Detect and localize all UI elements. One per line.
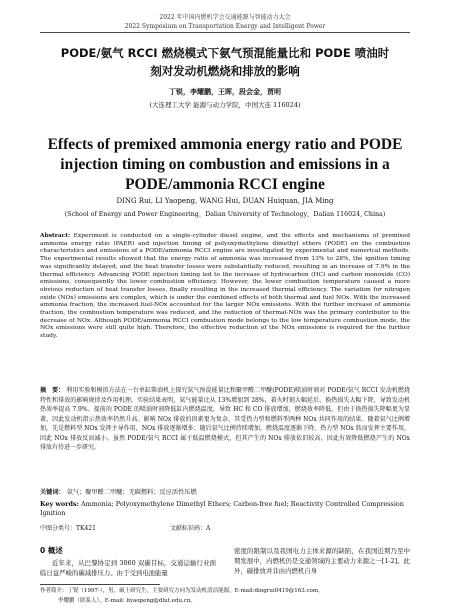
en-authors: DING Rui, LI Yaopeng, WANG Hui, DUAN Huiquan, JIA Ming <box>116 197 334 205</box>
en-title-line3: PODE/ammonia RCCI engine <box>125 176 325 193</box>
keywords-zh <box>40 489 410 497</box>
abstract-zh <box>40 386 410 453</box>
keywords-en-text: Ammonia; Polyoxymethylene Dimethyl Ethers; Carbon-free fuel; Reactivity Controlled Compression Ignition <box>40 500 404 517</box>
zh-affiliation: (大连理工大学 能源与动力学院，中国大连 116024) <box>149 101 301 109</box>
abstract-en-text: Experiment is conducted on a single-cylinder diesel engine, and the effects and mechanisms of premixed ammonia energy ratio (PAER) and injection timing of polyoxymethylene dimethyl ethers (PODE) on the combustion characteristics and emissions of a PODE/ammonia RCCI engine are investigated by experimental and numerical methods. The experimental results showed that the energy ratio of ammonia was increased from 13% to 28%, the ignition timing was significantly delayed, and the heat transfer losses were substantially reduced, resulting in an increase of 7.9% in the thermal efficiency. Advancing PODE injection timing led to the increase of hydrocarbon (HC) and carbon monoxide (CO) emissions, consequently the lower combustion efficiency. However, the lower combustion temperature caused a more obvious reduction of heat transfer losses, finally resulting in the increased thermal efficiency. The variation for nitrogen oxide (NOx) emissions are complex, which is under the combined effects of both thermal and fuel NOx. With the increased ammonia fraction, the increased fuel-NOx accounted for the larger NOx emissions. With the further increase of ammonia fraction, the combustion temperature was reduced, and the reduction of thermal-NOx was the primary contributor to the decrease of NOx. Although PODE/ammonia RCCI combustion mode belongs to the low temperature combustion mode, the NOx emissions were still quite high. Therefore, the effective reduction of the NOx emissions is required for the further study. <box>40 233 411 340</box>
left-column-text: 近年来，从巴黎协定到 3060 双碳目标，交通运输行业面临日益严峻的碳减排压力。由于受到电池能量 <box>40 559 216 577</box>
zh-authors: 丁锐，李耀鹏，王晖，段会金，贾明 <box>169 88 281 96</box>
keywords-en <box>40 500 410 518</box>
footnote-contact: 李耀鹏（联系人），E-mail: liyaopeng@dlut.edu.cn。 <box>58 598 196 604</box>
running-header-en: 2022 Symposium on Transportation Energy and Intelligent Power <box>124 23 326 30</box>
running-header-zh: 2022 年中国内燃机学会交通能源与智能动力大会 <box>159 14 291 21</box>
clc-number: 中图分类号：TK421 <box>40 525 96 532</box>
keywords-en-label: Key words: <box>40 500 79 508</box>
abstract-zh-text: 利用实验和模拟方法在一台单缸柴油机上探究氨气预混能量比和聚甲醛二甲醚(PODE)喷油时刻对 PODE/氨气 RCCI 发动机燃烧特性和排放的影响规律及作用机理。实验结果表明，氨气能量比从 13%增加到 28%，着火时刻大幅延后，换热损失大幅下降，导致发动机热效率提高 7.9%。提前的 PODE 的喷油时刻降低缸内燃烧温度，导致 HC 和 CO 排放增加，燃烧效率降低，但由于换热损失降幅更为显著，因此发动机指示热效率仍然升高。影响 NOx 排放的因素更为复杂，其受热力型和燃料型两种 NOx 共同作用的结果。随着氨气比例增加，先是燃料型 NOx 发挥主导作用，NOx 排放逐渐增多；随后氨气比例持续增加，燃烧温度逐渐下降，热力型 NOx 转而发挥主要作用，因此 NOx 排放反而减小。虽然 PODE/氨气 RCCI 属于低温燃烧模式，但其产生的 NOx 排放依旧较高，因此有效降低燃烧产生的 NOx 排放有待进一步研究。 <box>40 387 410 451</box>
header-rule <box>40 32 410 33</box>
keywords-zh-text: 氨气；聚甲醛二甲醚；无碳燃料；反应活性压燃 <box>66 489 197 496</box>
abstract-en-label: Abstract: <box>40 232 71 239</box>
right-column-text: 密度的限制以及我国电力主体来源的缺陷，在我国近期乃至中期发展中，内燃机仍是交通领域的主要动力来源之一[1-2]。此外，碳排放并非由内燃机自身 <box>234 547 410 575</box>
abstract-zh-label: 摘 要： <box>40 387 65 394</box>
document-code: 文献标识码：A <box>170 525 211 532</box>
en-affiliation: (School of Energy and Power Engineering，Dalian University of Technology，Dalian 116024, China) <box>64 211 386 218</box>
en-title-line1: Effects of premixed ammonia energy ratio and PODE <box>47 136 403 153</box>
abstract-en <box>40 232 410 341</box>
keywords-zh-label: 关键词： <box>40 489 65 496</box>
footnote-rule <box>40 584 160 585</box>
footnote-author: 作者简介：丁锐（1997-），男，硕士研究生，主要研究方向为发动机清洁能源，E-mail:dingrui0419@163.com。 <box>40 588 324 594</box>
en-title-line2: injection timing on combustion and emissions in a <box>60 156 390 173</box>
section-heading: 0 概述 <box>40 546 63 555</box>
zh-title-line2: 刻对发动机燃烧和排放的影响 <box>150 64 300 78</box>
zh-title-line1: PODE/氨气 RCCI 燃烧模式下氨气预混能量比和 PODE 喷油时 <box>60 46 390 60</box>
